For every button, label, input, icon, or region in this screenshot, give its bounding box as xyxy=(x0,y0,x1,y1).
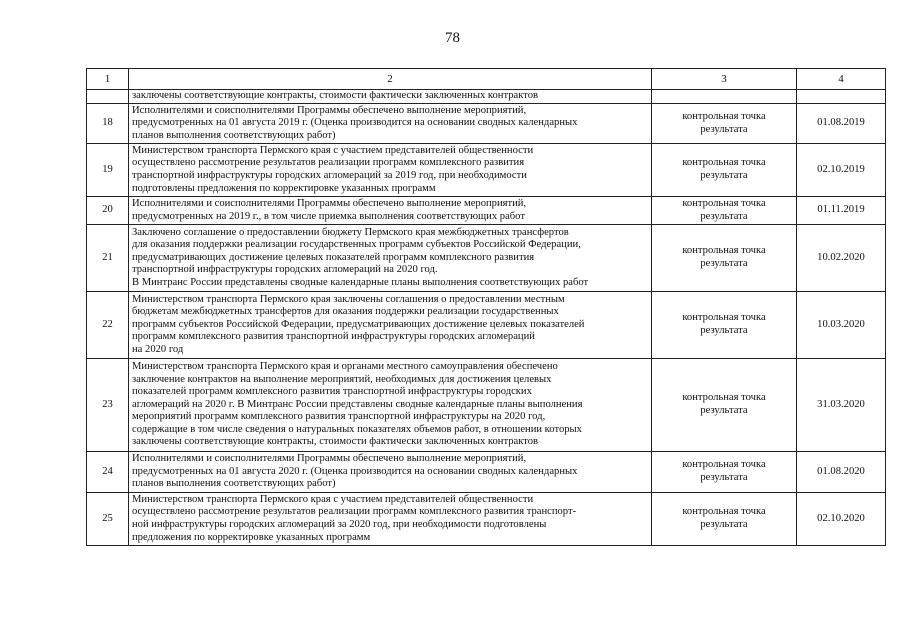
table-row xyxy=(87,359,886,452)
row-date: 01.08.2020 xyxy=(797,452,886,493)
row-date: 01.11.2019 xyxy=(797,197,886,225)
column-header-4: 4 xyxy=(797,69,886,90)
row-date: 31.03.2020 xyxy=(797,359,886,452)
row-description: Министерством транспорта Пермского края заключены соглашения о предоставлении местным бюджетам межбюджетных трансфертов для оказания поддержки реализации государственных программ субъектов Российской Федерации, предусматривающих достижение целевых показателей программ комплексного развития транспортной инфраструктуры городских агломераций на 2020 год xyxy=(129,292,652,359)
row-date: 10.03.2020 xyxy=(797,292,886,359)
row-description: Министерством транспорта Пермского края с участием представителей общественности осуществлено рассмотрение результатов реализации программ комплексного развития транспортной инфраструктуры городских агломераций за 2019 год, при необходимости подготовлены предложения по корректировке указанных программ xyxy=(129,144,652,197)
row-number: 18 xyxy=(87,104,129,144)
control-points-table xyxy=(86,68,886,546)
row-date: 10.02.2020 xyxy=(797,225,886,292)
row-number: 22 xyxy=(87,292,129,359)
header-row xyxy=(87,69,886,90)
row-type: контрольная точка результата xyxy=(652,292,797,359)
continuation-type-cell xyxy=(652,90,797,104)
table-row xyxy=(87,197,886,225)
continuation-text: заключены соответствующие контракты, стоимости фактически заключенных контрактов xyxy=(129,90,652,104)
continuation-num-cell xyxy=(87,90,129,104)
row-number: 23 xyxy=(87,359,129,452)
column-header-1: 1 xyxy=(87,69,129,90)
row-description: Исполнителями и соисполнителями Программы обеспечено выполнение мероприятий, предусмотренных на 01 августа 2020 г. (Оценка производится на основании сводных календарных планов выполнения соответствующих работ) xyxy=(129,452,652,493)
row-date: 02.10.2019 xyxy=(797,144,886,197)
row-type: контрольная точка результата xyxy=(652,493,797,546)
row-type: контрольная точка результата xyxy=(652,359,797,452)
row-description: Исполнителями и соисполнителями Программы обеспечено выполнение мероприятий, предусмотренных на 01 августа 2019 г. (Оценка производится на основании сводных календарных планов выполнения соответствующих работ) xyxy=(129,104,652,144)
row-number: 21 xyxy=(87,225,129,292)
row-number: 24 xyxy=(87,452,129,493)
continuation-row xyxy=(87,90,886,104)
row-type: контрольная точка результата xyxy=(652,452,797,493)
column-header-3: 3 xyxy=(652,69,797,90)
table-row xyxy=(87,144,886,197)
table-row xyxy=(87,452,886,493)
row-number: 25 xyxy=(87,493,129,546)
table-row xyxy=(87,493,886,546)
page-number: 78 xyxy=(445,30,460,46)
row-description: Исполнителями и соисполнителями Программы обеспечено выполнение мероприятий, предусмотренных на 2019 г., в том числе приемка выполнения соответствующих работ xyxy=(129,197,652,225)
row-number: 20 xyxy=(87,197,129,225)
column-header-2: 2 xyxy=(129,69,652,90)
table-row xyxy=(87,104,886,144)
row-description: Министерством транспорта Пермского края с участием представителей общественности осуществлено рассмотрение результатов реализации программ комплексного развития транспорт- ной инфраструктуры городских агломераций за 2020 год, при необходимости подготовлены предложения по корректировке указанных программ xyxy=(129,493,652,546)
row-date: 02.10.2020 xyxy=(797,493,886,546)
table-row xyxy=(87,292,886,359)
row-description: Заключено соглашение о предоставлении бюджету Пермского края межбюджетных трансфертов для оказания поддержки реализации государственных программ субъектов Российской Федерации, предусматривающих достижение целевых показателей программ комплексного развития транспортной инфраструктуры городских агломераций на 2020 год. В Минтранс России представлены сводные календарные планы выполнения соответствующих работ xyxy=(129,225,652,292)
row-date: 01.08.2019 xyxy=(797,104,886,144)
continuation-date-cell xyxy=(797,90,886,104)
row-type: контрольная точка результата xyxy=(652,144,797,197)
row-type: контрольная точка результата xyxy=(652,225,797,292)
row-number: 19 xyxy=(87,144,129,197)
table-row xyxy=(87,225,886,292)
row-type: контрольная точка результата xyxy=(652,104,797,144)
row-description: Министерством транспорта Пермского края и органами местного самоуправления обеспечено заключение контрактов на выполнение мероприятий, необходимых для достижения целевых показателей программ комплексного развития транспортной инфраструктуры городских агломераций на 2020 г. В Минтранс России представлены сводные календарные планы выполнения мероприятий программ комплексного развития транспортной инфраструктуры на 2020 год, содержащие в том числе сведения о натуральных показателях объемов работ, в отношении которых заключены соответствующие контракты, стоимости фактически заключенных контрактов xyxy=(129,359,652,452)
row-type: контрольная точка результата xyxy=(652,197,797,225)
